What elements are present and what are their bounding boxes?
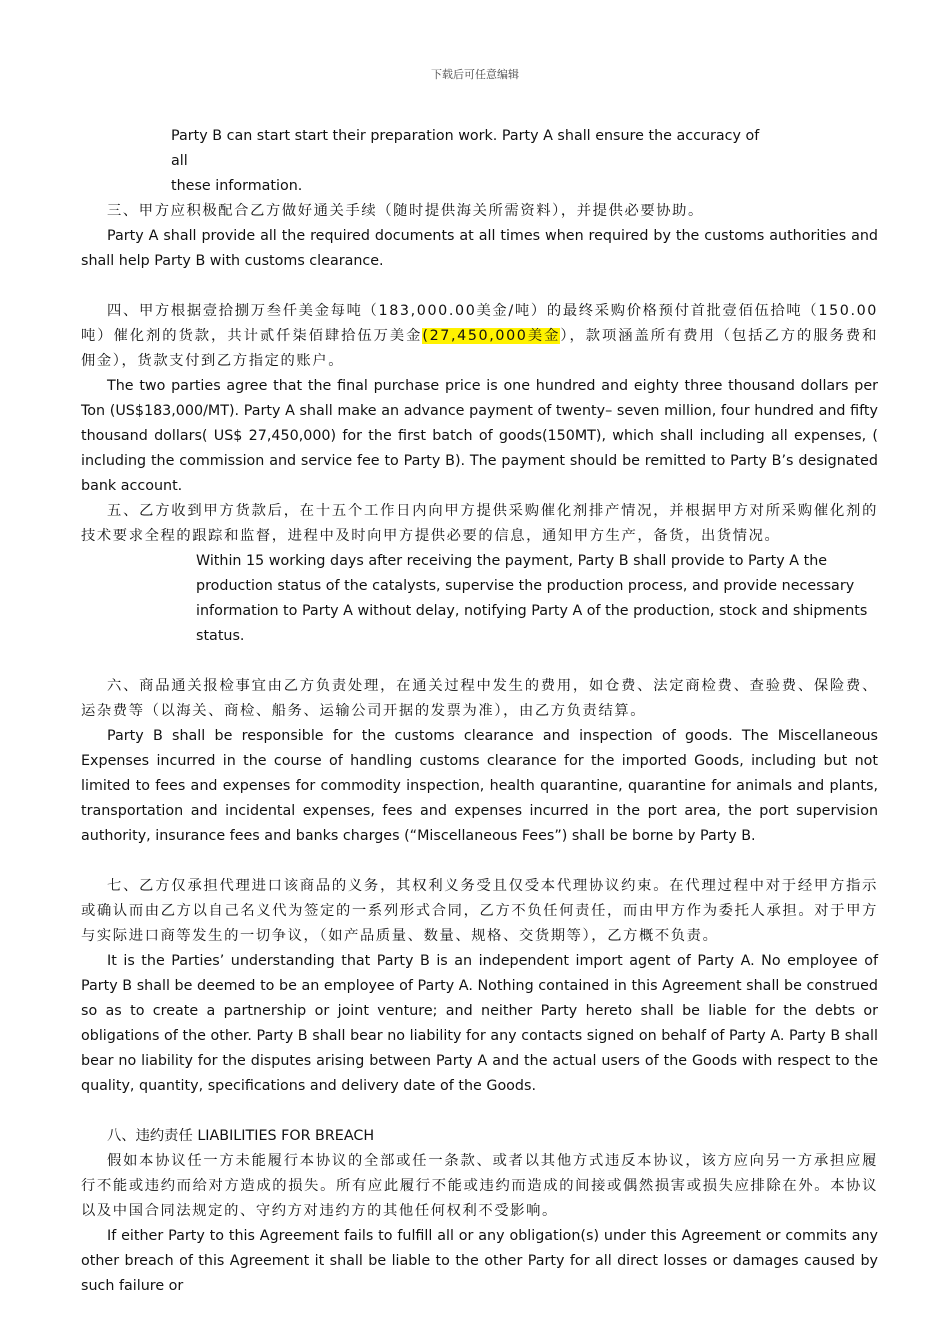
clause-6-english: Party B shall be responsible for the customs clearance and inspection of goods. The Miscellaneous Expenses incurred in the course of handling customs clearance for the imported Goods, including but not limited to fees and expenses for commodity inspection, health quarantine, quarantine for animals and plants, transportation and incidental expenses, fees and expenses incurred in the port area, the port supervision authority, insurance fees and banks charges (“Miscellaneous Fees”) shall be borne by Party B. bbox=[81, 728, 878, 844]
clause-4-english: The two parties agree that the final purchase price is one hundred and eighty three thousand dollars per Ton (US$183,000/MT). Party A shall make an advance payment of twenty– seven million, four hundred and fifty thousand dollars( US$ 27,450,000) for the first batch of goods(150MT), which shall including all expenses, ( including the commission and service fee to Party B). The payment should be remitted to Party B’s designated bank account. bbox=[81, 378, 878, 494]
spacer bbox=[81, 849, 878, 874]
clause-8-english: If either Party to this Agreement fails to fulfill all or any obligation(s) under this Agreement or commits any other breach of this Agreement it shall be liable to the other Party for all direct losses or damages caused by such failure or bbox=[81, 1228, 878, 1294]
clause-3-chinese: 三、甲方应积极配合乙方做好通关手续（随时提供海关所需资料），并提供必要协助。 bbox=[107, 203, 704, 219]
clause-4-chinese bbox=[81, 299, 878, 374]
clause-3-english: Party A shall provide all the required documents at all times when required by the customs authorities and shall help Party B with customs clearance. bbox=[81, 228, 878, 269]
paragraph-continuation bbox=[81, 124, 878, 199]
spacer bbox=[81, 1099, 878, 1124]
clause-text: ），款项涵盖所有费用（包括乙方的服务费和佣金），货款支付到乙方指定的账户。 bbox=[81, 328, 878, 369]
text-line: Party B can start start their preparation work. Party A shall ensure the accuracy of all bbox=[171, 128, 760, 169]
text-line: these information. bbox=[171, 178, 303, 194]
clause-8-chinese: 假如本协议任一方未能履行本协议的全部或任一条款、或者以其他方式违反本协议，该方应向另一方承担应履行不能或违约而给对方造成的损失。所有应此履行不能或违约而造成的间接或偶然损害或损失应排除在外。本协议以及中国合同法规定的、守约方对违约方的其他任何权利不受影响。 bbox=[81, 1153, 878, 1219]
page-header: 下载后可任意编辑 bbox=[431, 68, 519, 81]
clause-7-chinese: 七、乙方仅承担代理进口该商品的义务，其权利义务受且仅受本代理协议约束。在代理过程中对于经甲方指示或确认而由乙方以自己名义代为签定的一系列形式合同，乙方不负任何责任，而由甲方作为委托人承担。对于甲方与实际进口商等发生的一切争议，（如产品质量、数量、规格、交货期等），乙方概不负责。 bbox=[81, 878, 878, 944]
document-body bbox=[81, 124, 878, 1299]
spacer bbox=[81, 649, 878, 674]
highlighted-amount: (27,450,000美金 bbox=[422, 328, 561, 344]
clause-7-english: It is the Parties’ understanding that Party B is an independent import agent of Party A. No employee of Party B shall be deemed to be an employee of Party A. Nothing contained in this Agreement shall be construed so as to create a partnership or joint venture; and neither Party hereto shall be liable for the debts or obligations of the other. Party B shall bear no liability for any contacts signed on behalf of Party A. Party B shall bear no liability for the disputes arising between Party A and the actual users of the Goods with respect to the quality, quantity, specifications and delivery date of the Goods. bbox=[81, 953, 878, 1094]
clause-5-chinese: 五、乙方收到甲方货款后，在十五个工作日内向甲方提供采购催化剂排产情况，并根据甲方对所采购催化剂的技术要求全程的跟踪和监督，进程中及时向甲方提供必要的信息，通知甲方生产，备货，出货情况。 bbox=[81, 503, 878, 544]
clause-6-chinese: 六、商品通关报检事宜由乙方负责处理，在通关过程中发生的费用，如仓费、法定商检费、查验费、保险费、运杂费等（以海关、商检、船务、运输公司开据的发票为准），由乙方负责结算。 bbox=[81, 678, 878, 719]
clause-text: 四、甲方根据壹拾捌万叁仟美金每吨（183,000.00美金/吨）的最终采购价格预付首批壹佰伍拾吨（150.00吨）催化剂的货款，共计贰仟柒佰肆拾伍万美金 bbox=[81, 303, 878, 344]
clause-5-english: Within 15 working days after receiving the payment, Party B shall provide to Party A the production status of the catalysts, supervise the production process, and provide necessary information to Party A without delay, notifying Party A of the production, stock and shipments status. bbox=[196, 553, 868, 644]
spacer bbox=[81, 274, 878, 299]
clause-8-title: 八、违约责任 LIABILITIES FOR BREACH bbox=[107, 1128, 375, 1144]
